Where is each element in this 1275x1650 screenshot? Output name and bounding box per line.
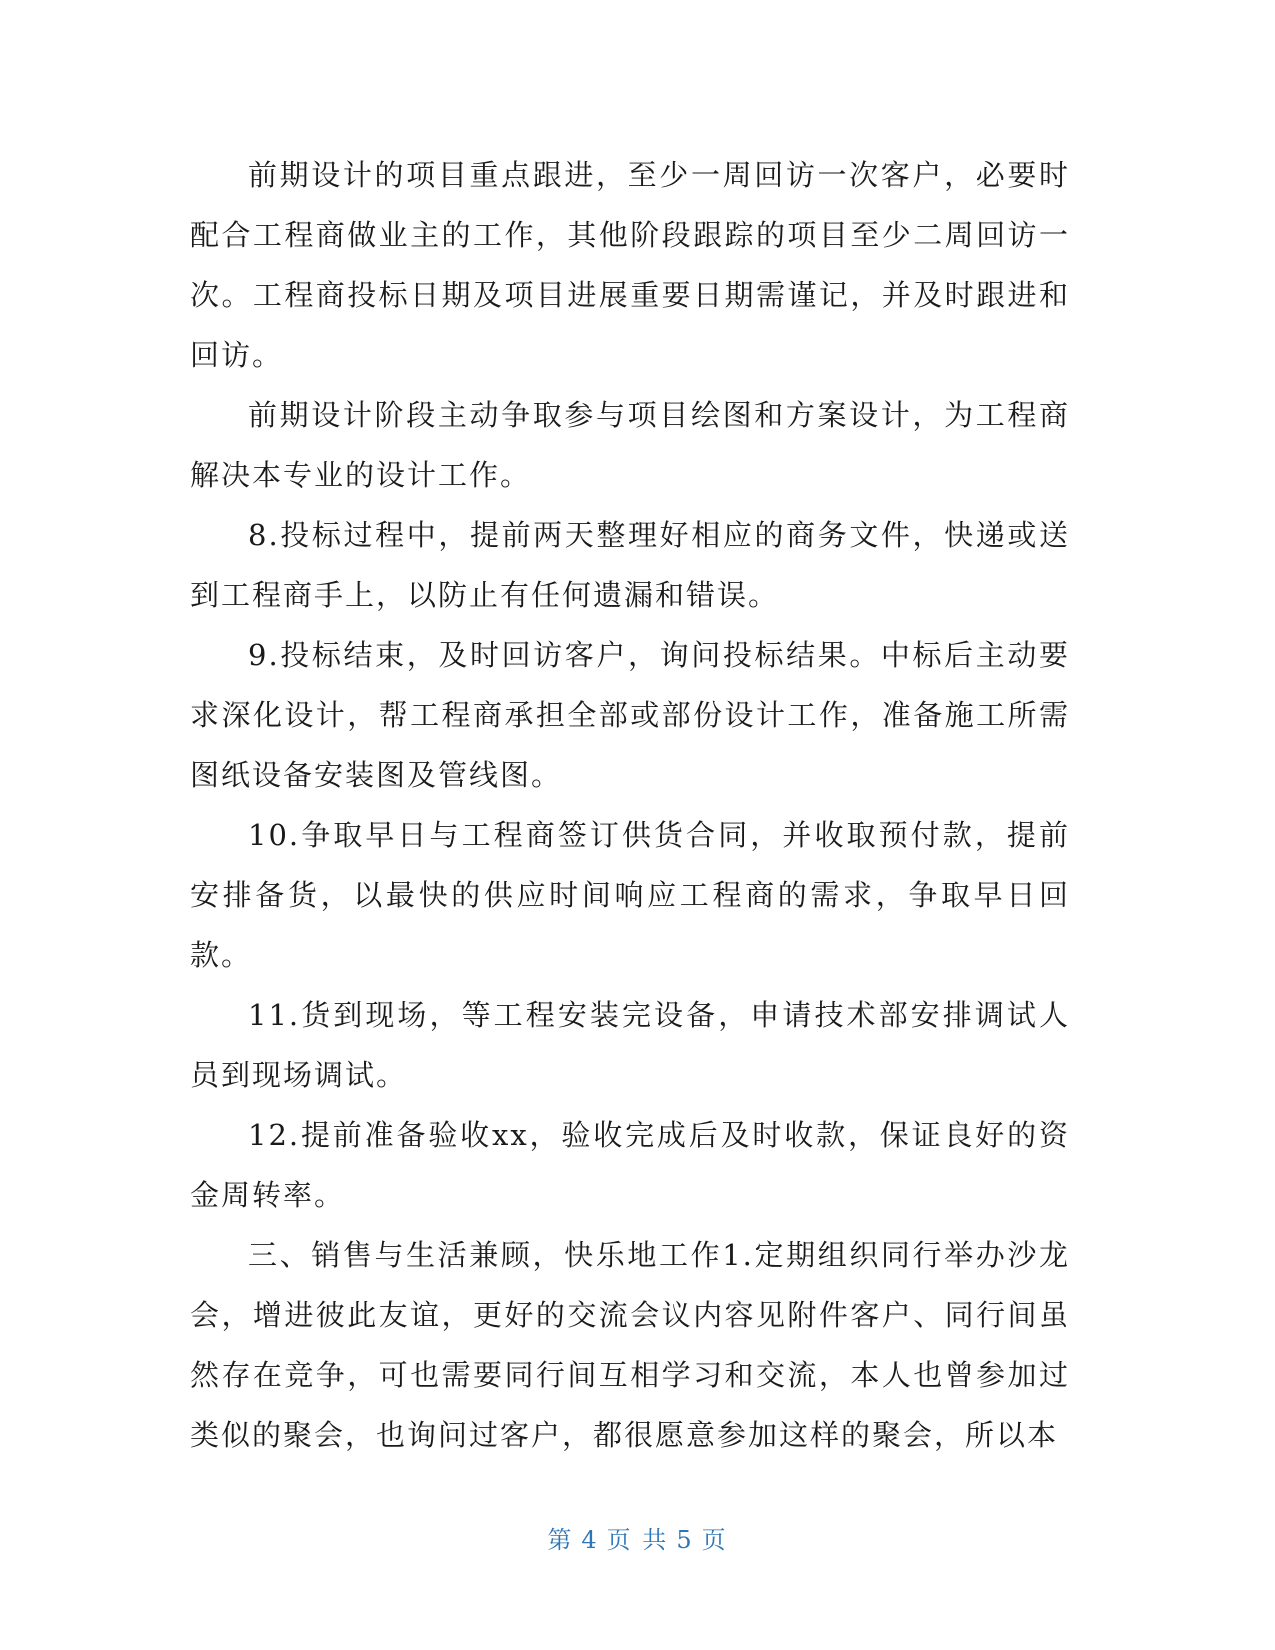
paragraph: 10.争取早日与工程商签订供货合同，并收取预付款，提前安排备货，以最快的供应时间响应工程商的需求，争取早日回款。 xyxy=(190,818,1070,972)
paragraph: 三、销售与生活兼顾，快乐地工作1.定期组织同行举办沙龙会，增进彼此友谊，更好的交流会议内容见附件客户、同行间虽然存在竞争，可也需要同行间互相学习和交流，本人也曾参加过类似的聚会，也询问过客户，都很愿意参加这样的聚会，所以本 xyxy=(190,1238,1070,1452)
page-footer xyxy=(0,1520,1275,1555)
page-suffix: 页 xyxy=(701,1526,728,1554)
page-mid: 页 共 xyxy=(606,1526,669,1554)
document-body xyxy=(190,145,1070,1465)
current-page-number: 4 xyxy=(581,1526,599,1554)
paragraph: 前期设计阶段主动争取参与项目绘图和方案设计，为工程商解决本专业的设计工作。 xyxy=(190,398,1070,492)
total-pages-number: 5 xyxy=(676,1526,694,1554)
paragraph: 前期设计的项目重点跟进，至少一周回访一次客户，必要时配合工程商做业主的工作，其他阶段跟踪的项目至少二周回访一次。工程商投标日期及项目进展重要日期需谨记，并及时跟进和回访。 xyxy=(190,158,1070,372)
paragraph: 8.投标过程中，提前两天整理好相应的商务文件，快递或送到工程商手上，以防止有任何遗漏和错误。 xyxy=(190,518,1070,612)
paragraph: 12.提前准备验收xx，验收完成后及时收款，保证良好的资金周转率。 xyxy=(190,1118,1070,1212)
paragraph: 11.货到现场，等工程安装完设备，申请技术部安排调试人员到现场调试。 xyxy=(190,998,1070,1092)
paragraph: 9.投标结束，及时回访客户，询问投标结果。中标后主动要求深化设计，帮工程商承担全部或部份设计工作，准备施工所需图纸设备安装图及管线图。 xyxy=(190,638,1070,792)
page-prefix: 第 xyxy=(547,1526,574,1554)
